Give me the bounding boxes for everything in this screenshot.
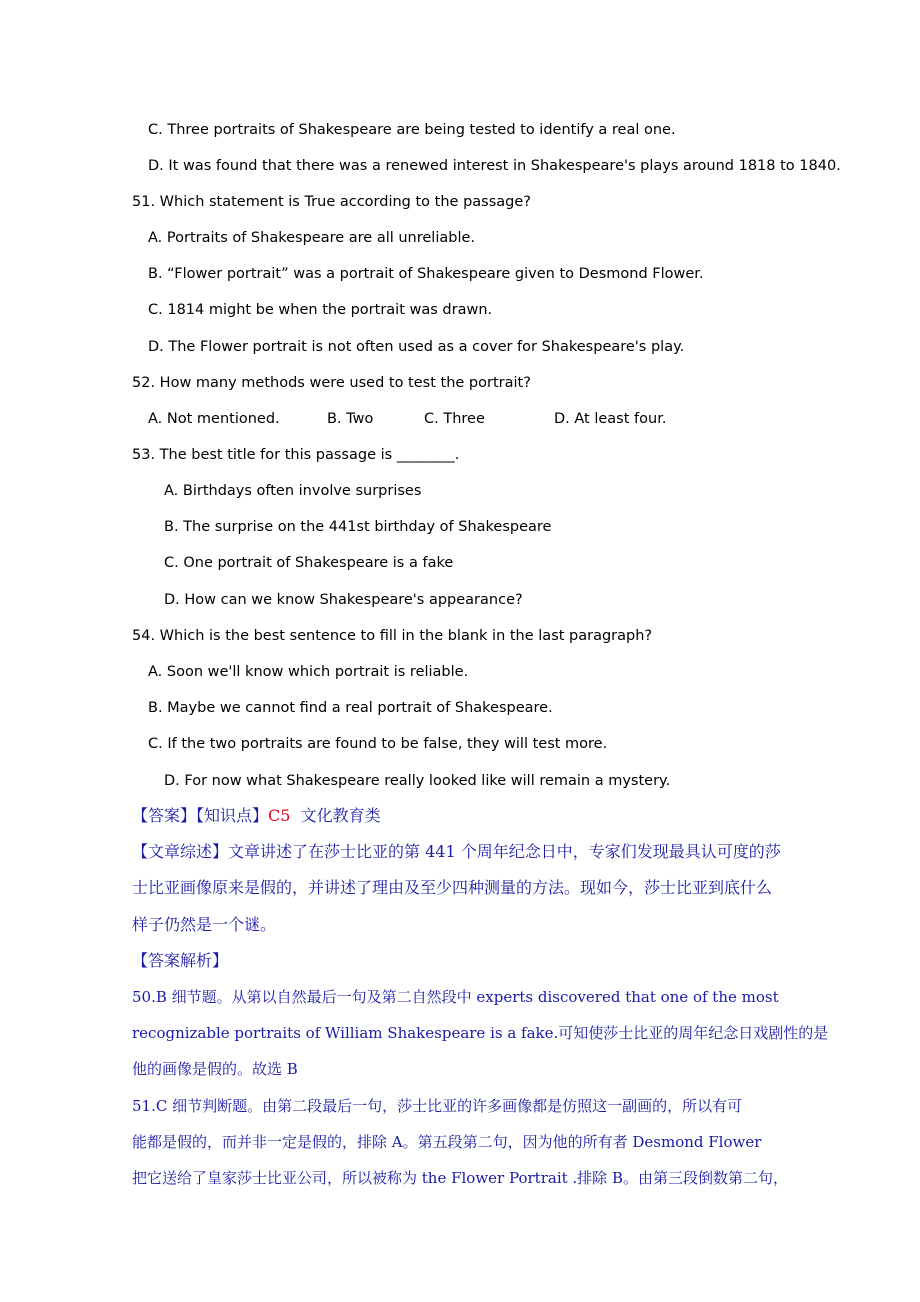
answer-51-line-1: 51.C 细节判断题。由第二段最后一句，莎士比亚的许多画像都是仿照这一副画的，所以有可	[132, 1097, 743, 1115]
q52-options-row	[0, 409, 920, 429]
q54-stem: 54. Which is the best sentence to fill in the blank in the last paragraph?	[132, 628, 653, 644]
answer-50-line-3: 他的画像是假的。故选 B	[132, 1060, 298, 1078]
answer-51-line-2: 能都是假的，而并非一定是假的，排除 A。第五段第二句，因为他的所有者 Desmond Flower	[132, 1133, 762, 1151]
q53-option-b: B. The surprise on the 441st birthday of Shakespeare	[164, 519, 552, 535]
knowledge-code: C5	[268, 806, 291, 825]
q52-option-b: B. Two	[327, 411, 374, 427]
q52-option-d: D. At least four.	[554, 411, 667, 427]
q53-option-d: D. How can we know Shakespeare's appearance?	[164, 592, 523, 608]
summary-tag: 【文章综述】	[132, 842, 229, 861]
analysis-tag: 【答案解析】	[132, 951, 229, 970]
answer-tag: 【答案】	[132, 806, 197, 825]
answer-header	[132, 806, 381, 826]
q54-option-a: A. Soon we'll know which portrait is reliable.	[148, 664, 469, 680]
q53-option-c: C. One portrait of Shakespeare is a fake	[164, 555, 454, 571]
q54-option-c: C. If the two portraits are found to be false, they will test more.	[148, 736, 608, 752]
q50-option-c: C. Three portraits of Shakespeare are being tested to identify a real one.	[148, 122, 676, 138]
summary-line-1: 【文章综述】文章讲述了在莎士比亚的第 441 个周年纪念日中，专家们发现最具认可度的莎	[132, 842, 781, 861]
q53-stem: 53. The best title for this passage is ________.	[132, 447, 460, 463]
q51-stem: 51. Which statement is True according to the passage?	[132, 194, 531, 210]
answer-50-line-1: 50.B 细节题。从第以自然最后一句及第二自然段中 experts discovered that one of the most	[132, 988, 779, 1006]
q51-option-c: C. 1814 might be when the portrait was drawn.	[148, 302, 493, 318]
q54-option-d: D. For now what Shakespeare really looked like will remain a mystery.	[164, 773, 671, 789]
summary-line-3: 样子仍然是一个谜。	[132, 915, 277, 934]
q52-option-c: C. Three	[424, 411, 485, 427]
q50-option-d: D. It was found that there was a renewed interest in Shakespeare's plays around 1818 to 1840.	[148, 158, 841, 174]
q51-option-a: A. Portraits of Shakespeare are all unreliable.	[148, 230, 476, 246]
answer-51-line-3: 把它送给了皇家莎士比亚公司，所以被称为 the Flower Portrait .排除 B。由第三段倒数第二句，	[132, 1169, 788, 1187]
q52-option-a: A. Not mentioned.	[148, 411, 280, 427]
summary-line-2: 士比亚画像原来是假的，并讲述了理由及至少四种测量的方法。现如今，莎士比亚到底什么	[132, 878, 773, 897]
q52-stem: 52. How many methods were used to test the portrait?	[132, 375, 531, 391]
answer-50-line-2: recognizable portraits of William Shakespeare is a fake.可知使莎士比亚的周年纪念日戏剧性的是	[132, 1024, 829, 1042]
q54-option-b: B. Maybe we cannot find a real portrait of Shakespeare.	[148, 700, 553, 716]
q51-option-b: B. “Flower portrait” was a portrait of Shakespeare given to Desmond Flower.	[148, 266, 704, 282]
q53-option-a: A. Birthdays often involve surprises	[164, 483, 422, 499]
q51-option-d: D. The Flower portrait is not often used as a cover for Shakespeare's play.	[148, 339, 685, 355]
knowledge-name: 文化教育类	[300, 806, 381, 825]
knowledge-tag: 【知识点】	[196, 806, 269, 825]
